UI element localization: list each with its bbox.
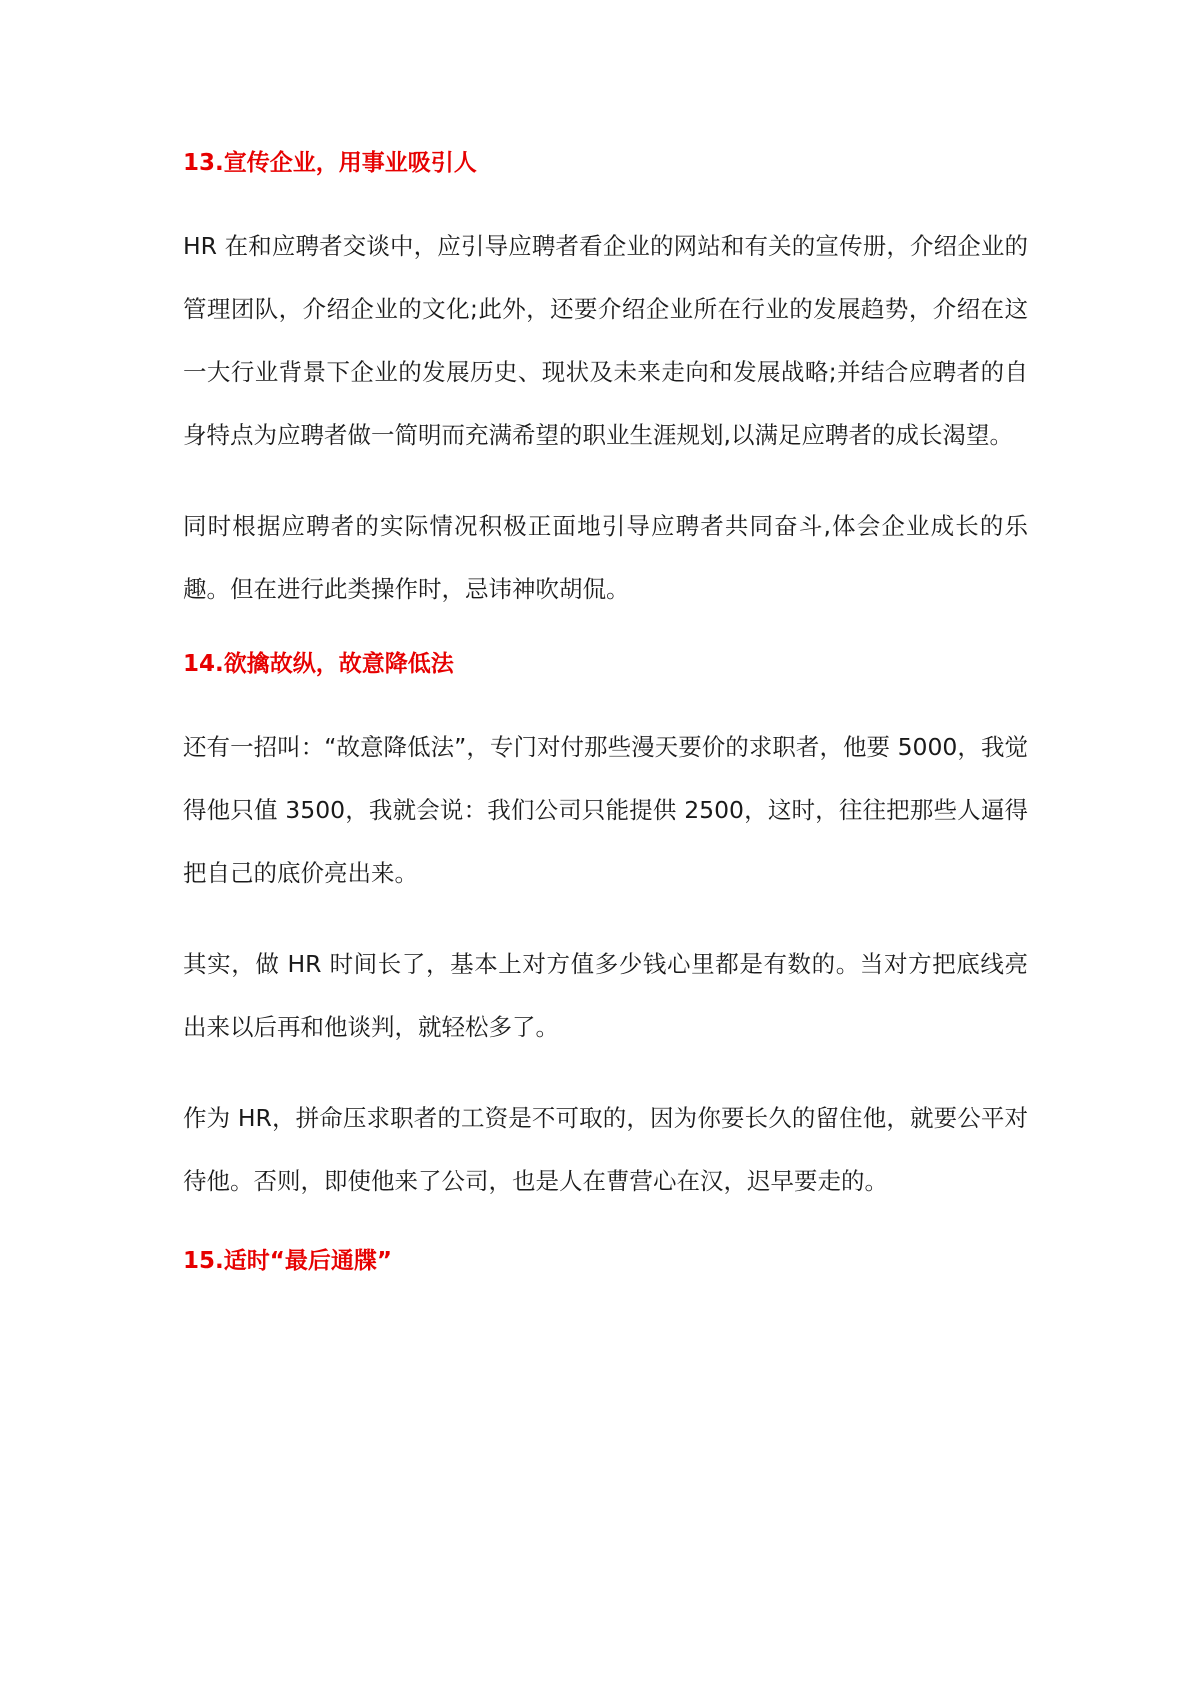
section-heading-15: 15.适时“最后通牒” (183, 1248, 392, 1274)
body-paragraph: HR 在和应聘者交谈中，应引导应聘者看企业的网站和有关的宣传册，介绍企业的管理团队，介绍企业的文化;此外，还要介绍企业所在行业的发展趋势，介绍在这一大行业背景下企业的发展历史、现状及未来走向和发展战略;并结合应聘者的自身特点为应聘者做一简明而充满希望的职业生涯规划,以满足应聘者的成长渴望。 (183, 232, 1028, 449)
body-paragraph: 其实，做 HR 时间长了，基本上对方值多少钱心里都是有数的。当对方把底线亮出来以后再和他谈判，就轻松多了。 (183, 950, 1028, 1041)
section-heading-13: 13.宣传企业，用事业吸引人 (183, 150, 477, 176)
body-paragraph: 还有一招叫：“故意降低法”，专门对付那些漫天要价的求职者，他要 5000，我觉得他只值 3500，我就会说：我们公司只能提供 2500，这时，往往把那些人逼得把自己的底价亮出来。 (183, 733, 1028, 887)
body-paragraph: 同时根据应聘者的实际情况积极正面地引导应聘者共同奋斗,体会企业成长的乐趣。但在进行此类操作时，忌讳神吹胡侃。 (183, 512, 1028, 603)
section-heading-14: 14.欲擒故纵，故意降低法 (183, 651, 454, 677)
body-paragraph: 作为 HR，拼命压求职者的工资是不可取的，因为你要长久的留住他，就要公平对待他。否则，即使他来了公司，也是人在曹营心在汉，迟早要走的。 (183, 1104, 1028, 1195)
document-page (183, 148, 1028, 1276)
